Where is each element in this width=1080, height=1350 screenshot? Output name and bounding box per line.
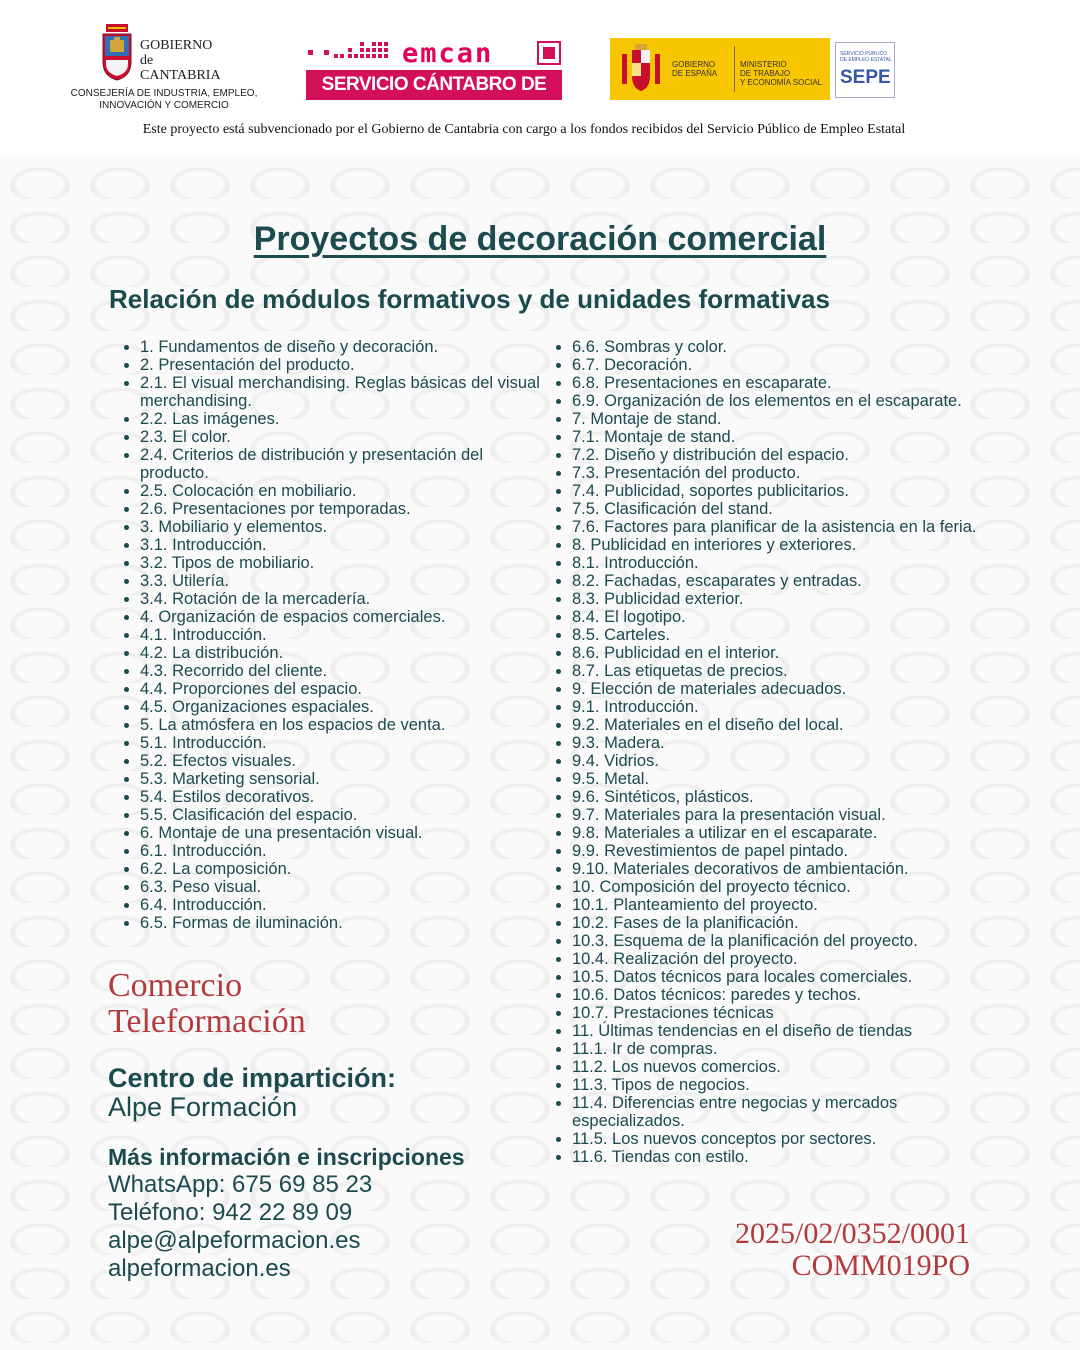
module-item: • 2.3. El color. xyxy=(140,428,550,446)
module-item: • 8. Publicidad en interiores y exteriores. xyxy=(572,536,992,554)
cantabria-crest-icon xyxy=(100,24,134,82)
module-item: • 6.1. Introducción. xyxy=(140,842,550,860)
info-label: Más información e inscripciones xyxy=(108,1144,465,1170)
module-item: • 8.5. Carteles. xyxy=(572,626,992,644)
whatsapp-contact[interactable]: WhatsApp: 675 69 85 23 xyxy=(108,1171,373,1198)
centro-label: Centro de impartición: xyxy=(108,1063,397,1093)
gobierno-line1: GOBIERNO xyxy=(672,60,716,69)
module-item: • 9.7. Materiales para la presentación visual. xyxy=(572,806,992,824)
consejeria-line2: INNOVACIÓN Y COMERCIO xyxy=(99,100,229,111)
module-item: • 9.10. Materiales decorativos de ambientación. xyxy=(572,860,992,878)
course-codes xyxy=(735,1218,970,1282)
module-item: • 6.4. Introducción. xyxy=(140,896,550,914)
module-item: • 9.2. Materiales en el diseño del local. xyxy=(572,716,992,734)
cantabria-line3: CANTABRIA xyxy=(140,68,221,83)
module-item: • 2.2. Las imágenes. xyxy=(140,410,550,428)
expediente-code: 2025/02/0352/0001 xyxy=(734,1217,970,1250)
module-item: • 7.4. Publicidad, soportes publicitarios. xyxy=(572,482,992,500)
module-item: • 10.5. Datos técnicos para locales comerciales. xyxy=(572,968,992,986)
module-item: • 3.2. Tipos de mobiliario. xyxy=(140,554,550,572)
module-item: • 8.1. Introducción. xyxy=(572,554,992,572)
sepe-small2: DE EMPLEO ESTATAL xyxy=(840,57,892,63)
module-item: • 10.2. Fases de la planificación. xyxy=(572,914,992,932)
module-item: • 6. Montaje de una presentación visual. xyxy=(140,824,550,842)
module-item: • 3.3. Utilería. xyxy=(140,572,550,590)
sepe-small1: SERVICIO PÚBLICO xyxy=(840,51,888,57)
email-link[interactable]: alpe@alpeformacion.es xyxy=(108,1227,361,1254)
module-item: • 3. Mobiliario y elementos. xyxy=(140,518,550,536)
module-item: • 11.1. Ir de compras. xyxy=(572,1040,992,1058)
sepe-wordmark: SEPE xyxy=(840,67,891,88)
ministerio-line1: MINISTERIO xyxy=(740,60,787,69)
sepe-small-text xyxy=(840,51,892,63)
module-item: • 10. Composición del proyecto técnico. xyxy=(572,878,992,896)
module-item: • 8.4. El logotipo. xyxy=(572,608,992,626)
module-item: • 9.9. Revestimientos de papel pintado. xyxy=(572,842,992,860)
module-item: • 6.8. Presentaciones en escaparate. xyxy=(572,374,992,392)
module-item: • 5.3. Marketing sensorial. xyxy=(140,770,550,788)
module-item: • 9.6. Sintéticos, plásticos. xyxy=(572,788,992,806)
module-item: • 7.3. Presentación del producto. xyxy=(572,464,992,482)
module-item: • 6.3. Peso visual. xyxy=(140,878,550,896)
module-item: • 8.7. Las etiquetas de precios. xyxy=(572,662,992,680)
gobierno-espana-text xyxy=(672,60,717,78)
module-item: • 11.5. Los nuevos conceptos por sectores. xyxy=(572,1130,992,1148)
cantabria-line1: GOBIERNO xyxy=(140,38,213,53)
module-item: • 4.5. Organizaciones espaciales. xyxy=(140,698,550,716)
centro-name: Alpe Formación xyxy=(108,1092,298,1122)
phone-contact[interactable]: Teléfono: 942 22 89 09 xyxy=(108,1199,353,1226)
page-title: Proyectos de decoración comercial xyxy=(253,220,827,258)
module-item: • 5. La atmósfera en los espacios de venta. xyxy=(140,716,550,734)
ministerio-line2: DE TRABAJO xyxy=(740,69,791,78)
module-item: • 5.1. Introducción. xyxy=(140,734,550,752)
cantabria-consejeria xyxy=(70,88,258,112)
module-item: • 6.9. Organización de los elementos en el escaparate. xyxy=(572,392,992,410)
cantabria-line2: de xyxy=(140,53,154,68)
logo-divider xyxy=(734,46,735,92)
module-item: • 2. Presentación del producto. xyxy=(140,356,550,374)
logo-gobierno-espana xyxy=(610,38,830,100)
consejeria-line1: CONSEJERÍA DE INDUSTRIA, EMPLEO, xyxy=(70,88,258,99)
module-item: • 2.5. Colocación en mobiliario. xyxy=(140,482,550,500)
module-item: • 5.5. Clasificación del espacio. xyxy=(140,806,550,824)
modules-list-right xyxy=(554,338,992,1166)
module-item: • 8.6. Publicidad en el interior. xyxy=(572,644,992,662)
website-link[interactable]: alpeformacion.es xyxy=(108,1255,291,1282)
module-item: • 1. Fundamentos de diseño y decoración. xyxy=(140,338,550,356)
module-item: • 11. Últimas tendencias en el diseño de tiendas xyxy=(572,1022,992,1040)
module-item: • 6.7. Decoración. xyxy=(572,356,992,374)
module-item: • 8.2. Fachadas, escaparates y entradas. xyxy=(572,572,992,590)
emcan-bar-text: SERVICIO CÁNTABRO DE EMPLEO xyxy=(306,70,562,100)
module-item: • 4.1. Introducción. xyxy=(140,626,550,644)
logo-emcan xyxy=(306,38,562,125)
module-item: • 9.5. Metal. xyxy=(572,770,992,788)
module-item: • 4. Organización de espacios comerciales. xyxy=(140,608,550,626)
module-item: • 11.4. Diferencias entre negocias y mercados especializados. xyxy=(572,1094,992,1130)
module-item: • 4.2. La distribución. xyxy=(140,644,550,662)
cantabria-logo-text xyxy=(140,38,221,83)
module-item: • 9.1. Introducción. xyxy=(572,698,992,716)
page-subtitle: Relación de módulos formativos y de unidades formativas xyxy=(109,284,830,314)
module-item: • 9.3. Madera. xyxy=(572,734,992,752)
module-item: • 11.6. Tiendas con estilo. xyxy=(572,1148,992,1166)
module-item: • 7.6. Factores para planificar de la asistencia en la feria. xyxy=(572,518,992,536)
contact-info xyxy=(108,1171,372,1283)
gobierno-line2: DE ESPAÑA xyxy=(672,69,718,78)
category-line2: Teleformación xyxy=(108,1003,306,1040)
module-item: • 3.4. Rotación de la mercadería. xyxy=(140,590,550,608)
module-item: • 9. Elección de materiales adecuados. xyxy=(572,680,992,698)
course-category xyxy=(108,968,306,1040)
module-item: • 5.4. Estilos decorativos. xyxy=(140,788,550,806)
module-item: • 10.4. Realización del proyecto. xyxy=(572,950,992,968)
module-item: • 10.6. Datos técnicos: paredes y techos. xyxy=(572,986,992,1004)
module-item: • 4.3. Recorrido del cliente. xyxy=(140,662,550,680)
modules-list-left xyxy=(122,338,550,932)
module-item: • 5.2. Efectos visuales. xyxy=(140,752,550,770)
module-item: • 10.1. Planteamiento del proyecto. xyxy=(572,896,992,914)
module-item: • 7. Montaje de stand. xyxy=(572,410,992,428)
module-item: • 7.2. Diseño y distribución del espacio. xyxy=(572,446,992,464)
module-item: • 4.4. Proporciones del espacio. xyxy=(140,680,550,698)
module-item: • 10.7. Prestaciones técnicas xyxy=(572,1004,992,1022)
module-item: • 2.4. Criterios de distribución y presentación del producto. xyxy=(140,446,550,482)
module-item: • 2.1. El visual merchandising. Reglas básicas del visual merchandising. xyxy=(140,374,550,410)
emcan-wordmark: emcan xyxy=(402,38,494,69)
module-item: • 10.3. Esquema de la planificación del proyecto. xyxy=(572,932,992,950)
module-item: • 3.1. Introducción. xyxy=(140,536,550,554)
ministerio-text xyxy=(740,60,822,87)
module-item: • 11.2. Los nuevos comercios. xyxy=(572,1058,992,1076)
module-item: • 11.3. Tipos de negocios. xyxy=(572,1076,992,1094)
spain-coat-of-arms-icon xyxy=(620,44,662,94)
category-line1: Comercio xyxy=(108,967,243,1004)
module-item: • 6.2. La composición. xyxy=(140,860,550,878)
ministerio-line3: Y ECONOMÍA SOCIAL xyxy=(740,78,823,87)
module-item: • 9.8. Materiales a utilizar en el escaparate. xyxy=(572,824,992,842)
module-item: • 7.5. Clasificación del stand. xyxy=(572,500,992,518)
header xyxy=(0,0,1080,150)
module-item: • 2.6. Presentaciones por temporadas. xyxy=(140,500,550,518)
module-item: • 7.1. Montaje de stand. xyxy=(572,428,992,446)
module-item: • 6.6. Sombras y color. xyxy=(572,338,992,356)
funding-disclaimer: Este proyecto está subvencionado por el Gobierno de Cantabria con cargo a los fondos recibidos del Servicio Público de Empleo Estatal xyxy=(142,122,906,137)
course-code: COMM019PO xyxy=(791,1249,970,1282)
module-item: • 9.4. Vidrios. xyxy=(572,752,992,770)
module-item: • 8.3. Publicidad exterior. xyxy=(572,590,992,608)
logo-gobierno-cantabria xyxy=(70,20,258,112)
logo-sepe xyxy=(835,42,895,98)
module-item: • 6.5. Formas de iluminación. xyxy=(140,914,550,932)
